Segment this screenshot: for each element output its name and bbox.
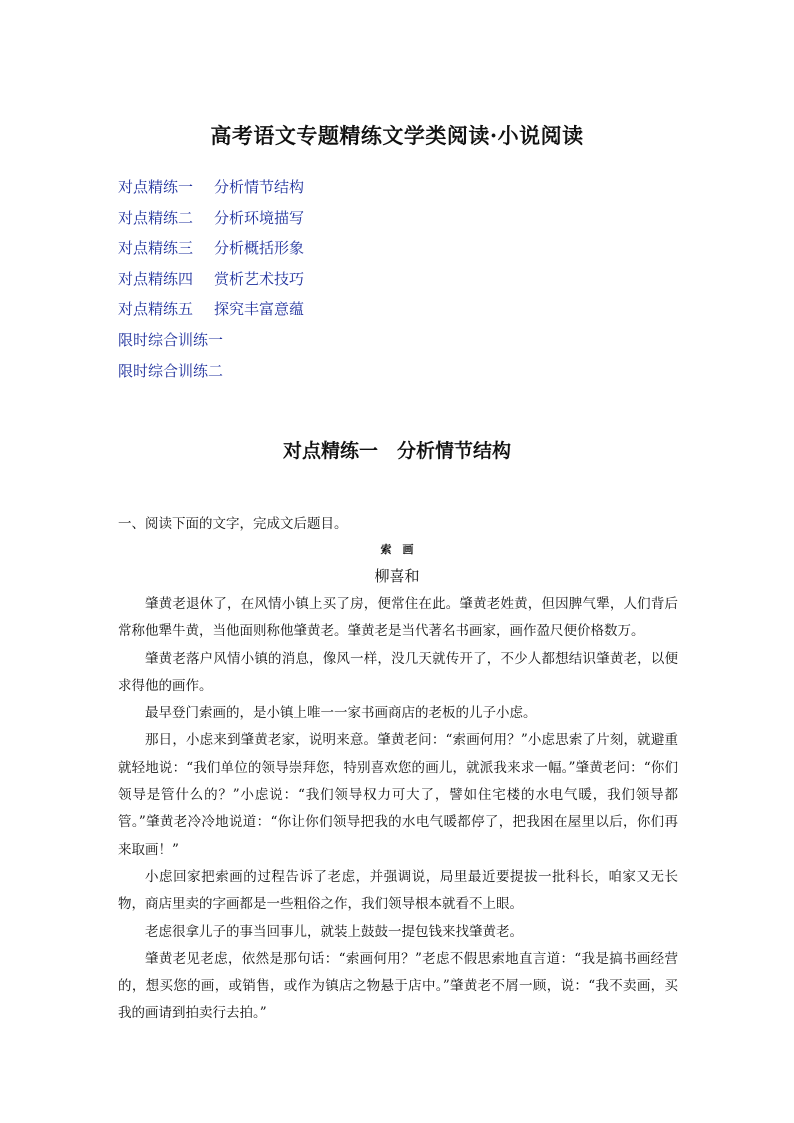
story-paragraph-3: 最早登门索画的，是小镇上唯一一家书画商店的老板的儿子小虑。 — [145, 705, 537, 722]
story-paragraph-4: 那日，小虑来到肇黄老家，说明来意。肇黄老问：“索画何用？”小虑思索了片刻，就避重就轻地说：“我们单位的领导崇拜您，特别喜欢您的画儿，就派我来求一幅。”肇黄老问：“你们领导是管什么的？”小虑说：“我们领导权力可大了，譬如住宅楼的水电气暖，我们领导都管。”肇黄老冷冷地说道：“你让你们领导把我的水电气暖都停了，把我困在屋里以后，你们再来取画！” — [118, 732, 678, 858]
toc-item-2[interactable] — [118, 203, 304, 234]
story-body — [118, 591, 678, 1028]
story-paragraph-7: 肇黄老见老虑，依然是那句话：“索画何用？”老虑不假思索地直言道：“我是搞书画经营的，想买您的画，或销售，或作为镇店之物悬于店中。”肇黄老不屑一顾，说：“我不卖画，买我的画请到拍卖行去拍。” — [118, 950, 678, 1022]
toc-item-topic: 分析概括形象 — [214, 239, 305, 258]
toc-item-7[interactable] — [118, 356, 304, 387]
toc-item-label: 对点精练五 — [118, 300, 194, 319]
story-paragraph-5: 小虑回家把索画的过程告诉了老虑，并强调说，局里最近要提拔一批科长，咱家又无长物，商店里卖的字画都是一些粗俗之作，我们领导根本就看不上眼。 — [118, 868, 678, 913]
toc-item-4[interactable] — [118, 264, 304, 295]
toc-item-topic: 赏析艺术技巧 — [214, 269, 305, 288]
story-paragraph-2: 肇黄老落户风情小镇的消息，像风一样，没几天就传开了，不少人都想结识肇黄老，以便求得他的画作。 — [118, 650, 678, 694]
table-of-contents — [118, 172, 304, 386]
story-paragraph-1: 肇黄老退休了，在风情小镇上买了房，便常住在此。肇黄老姓黄，但因脾气犟，人们背后常称他犟牛黄，当他面则称他肇黄老。肇黄老是当代著名书画家，画作盈尺便价格数万。 — [118, 596, 678, 640]
toc-item-label: 对点精练一 — [118, 178, 194, 196]
toc-item-label: 限时综合训练一 — [118, 330, 224, 349]
toc-item-topic: 分析环境描写 — [214, 208, 305, 227]
toc-item-3[interactable] — [118, 233, 304, 264]
document-title: 高考语文专题精练文学类阅读·小说阅读 — [210, 123, 584, 148]
toc-item-label: 对点精练三 — [118, 239, 194, 258]
story-paragraph-6: 老虑很拿儿子的事当回事儿，就装上鼓鼓一提包钱来找肇黄老。 — [145, 923, 523, 940]
toc-item-5[interactable] — [118, 294, 304, 325]
toc-item-label: 对点精练四 — [118, 269, 194, 288]
toc-item-topic: 探究丰富意蕴 — [214, 300, 305, 319]
exercise-instruction: 一、阅读下面的文字，完成文后题目。 — [118, 516, 348, 532]
toc-item-label: 限时综合训练二 — [118, 361, 224, 380]
toc-item-6[interactable] — [118, 325, 304, 356]
toc-item-1[interactable] — [118, 172, 304, 203]
story-title: 索 画 — [380, 543, 414, 556]
story-author: 柳喜和 — [374, 567, 420, 585]
toc-item-topic: 分析情节结构 — [214, 178, 305, 196]
toc-item-label: 对点精练二 — [118, 208, 194, 227]
section-title: 对点精练一 分析情节结构 — [282, 440, 511, 462]
